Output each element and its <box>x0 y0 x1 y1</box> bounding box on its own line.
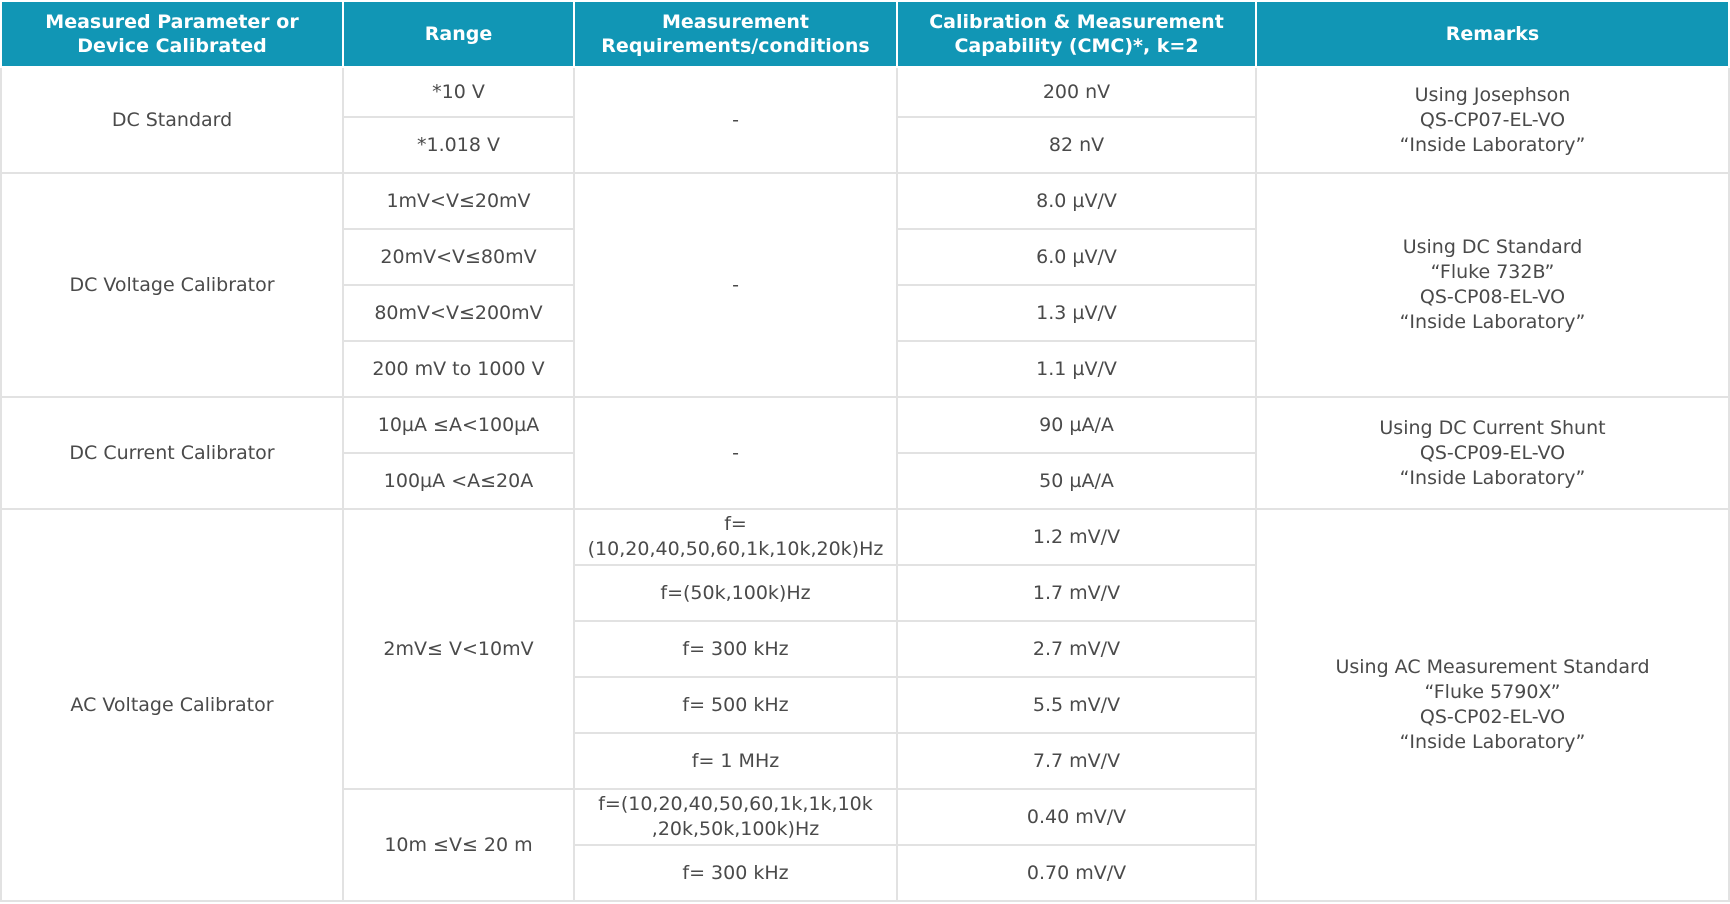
remarks-line: “Inside Laboratory” <box>1399 466 1586 489</box>
table-row <box>1 173 1729 229</box>
table-row <box>1 67 1729 117</box>
range-cell: 200 mV to 1000 V <box>343 341 574 397</box>
remarks-line: QS-CP08-EL-VO <box>1419 286 1566 308</box>
header-parameter <box>1 1 343 67</box>
parameter-cell: DC Current Calibrator <box>1 397 343 509</box>
remarks-line: “Inside Laboratory” <box>1399 731 1586 753</box>
header-range <box>343 1 574 67</box>
remarks-line: “Inside Laboratory” <box>1399 311 1586 333</box>
range-cell: *1.018 V <box>343 117 574 173</box>
condition-cell <box>574 789 897 845</box>
condition-line: ,20k,50k,100k)Hz <box>651 818 820 840</box>
header-parameter-line-1: Measured Parameter or <box>45 11 299 33</box>
range-cell: 80mV<V≤200mV <box>343 285 574 341</box>
remarks-line: “Inside Laboratory” <box>1399 133 1586 156</box>
cmc-cell: 200 nV <box>897 67 1256 117</box>
condition-cell: f= 1 MHz <box>574 733 897 789</box>
parameter-cell: DC Voltage Calibrator <box>1 173 343 397</box>
header-conditions-line-1: Measurement <box>662 11 809 33</box>
range-cell: 1mV<V≤20mV <box>343 173 574 229</box>
range-cell: *10 V <box>343 67 574 117</box>
header-conditions-line-2: Requirements/conditions <box>601 35 870 57</box>
remarks-line: “Fluke 732B” <box>1430 261 1555 283</box>
remarks-line: “Fluke 5790X” <box>1424 681 1561 703</box>
remarks-cell <box>1256 173 1729 397</box>
remarks-line: Using DC Standard <box>1402 236 1583 258</box>
header-range-line-1: Range <box>424 23 493 45</box>
header-cmc <box>897 1 1256 67</box>
range-cell: 10µA ≤A<100µA <box>343 397 574 453</box>
remarks-cell <box>1256 67 1729 173</box>
condition-cell: f=(50k,100k)Hz <box>574 565 897 621</box>
range-cell: 10m ≤V≤ 20 m <box>343 789 574 901</box>
condition-cell: f= 300 kHz <box>574 845 897 901</box>
cmc-cell: 1.1 µV/V <box>897 341 1256 397</box>
cmc-cell: 8.0 µV/V <box>897 173 1256 229</box>
remarks-line: Using Josephson <box>1414 83 1571 106</box>
header-remarks <box>1256 1 1729 67</box>
header-remarks-line-1: Remarks <box>1445 23 1540 45</box>
condition-cell: f= 300 kHz <box>574 621 897 677</box>
cmc-cell: 90 µA/A <box>897 397 1256 453</box>
table-row <box>1 509 1729 565</box>
range-cell: 2mV≤ V<10mV <box>343 509 574 789</box>
remarks-line: QS-CP09-EL-VO <box>1419 441 1566 464</box>
table-row <box>1 397 1729 453</box>
cmc-cell: 0.70 mV/V <box>897 845 1256 901</box>
remarks-line: QS-CP02-EL-VO <box>1419 706 1566 728</box>
header-cmc-line-2: Capability (CMC)*, k=2 <box>954 35 1199 57</box>
cmc-cell: 2.7 mV/V <box>897 621 1256 677</box>
remarks-cell <box>1256 509 1729 901</box>
condition-cell: f=(10,20,40,50,60,1k,10k,20k)Hz <box>574 509 897 565</box>
parameter-cell: DC Standard <box>1 67 343 173</box>
cmc-cell: 1.3 µV/V <box>897 285 1256 341</box>
remarks-line: QS-CP07-EL-VO <box>1419 108 1566 131</box>
header-row <box>1 1 1729 67</box>
condition-cell: - <box>574 397 897 509</box>
header-cmc-line-1: Calibration & Measurement <box>929 11 1224 33</box>
cmc-cell: 7.7 mV/V <box>897 733 1256 789</box>
remarks-line: Using AC Measurement Standard <box>1335 656 1650 678</box>
condition-line: f=(10,20,40,50,60,1k,1k,10k <box>598 793 873 815</box>
parameter-cell: AC Voltage Calibrator <box>1 509 343 901</box>
cmc-cell: 6.0 µV/V <box>897 229 1256 285</box>
condition-cell: f= 500 kHz <box>574 677 897 733</box>
condition-cell: - <box>574 67 897 173</box>
cmc-cell: 1.7 mV/V <box>897 565 1256 621</box>
cmc-cell: 50 µA/A <box>897 453 1256 509</box>
range-cell: 20mV<V≤80mV <box>343 229 574 285</box>
remarks-cell <box>1256 397 1729 509</box>
remarks-line: Using DC Current Shunt <box>1379 416 1606 439</box>
condition-cell: - <box>574 173 897 397</box>
cmc-cell: 1.2 mV/V <box>897 509 1256 565</box>
header-conditions <box>574 1 897 67</box>
range-cell: 100µA <A≤20A <box>343 453 574 509</box>
header-parameter-line-2: Device Calibrated <box>77 35 267 57</box>
cmc-cell: 82 nV <box>897 117 1256 173</box>
cmc-cell: 5.5 mV/V <box>897 677 1256 733</box>
cmc-cell: 0.40 mV/V <box>897 789 1256 845</box>
